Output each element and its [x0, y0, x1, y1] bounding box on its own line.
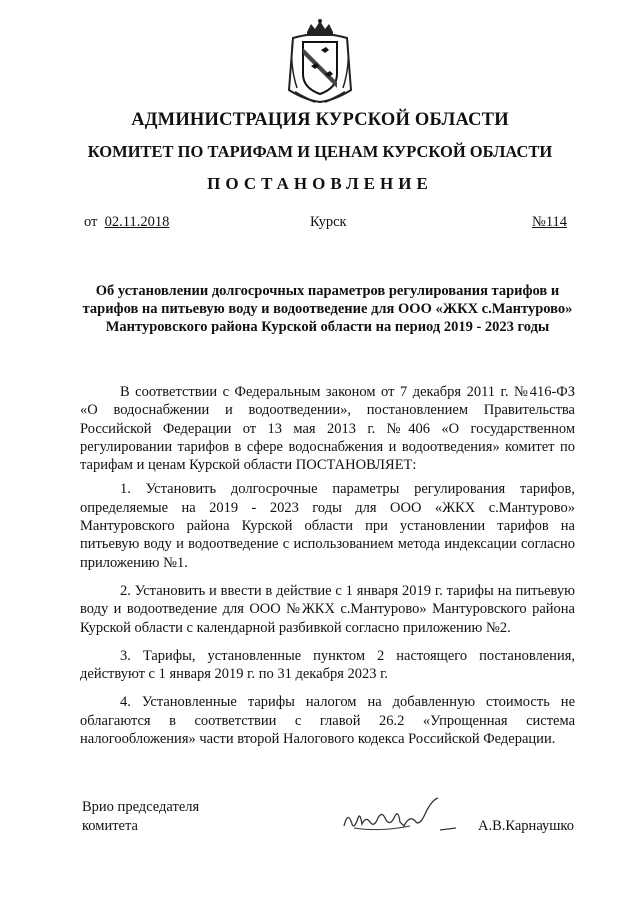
position-line-1: Врио председателя: [82, 799, 200, 815]
item-paragraph-3: 3. Тарифы, установленные пунктом 2 настоящего постановления, действуют с 1 января 2019 г. по 31 декабря 2023 г.: [80, 647, 575, 683]
handwritten-signature: [340, 796, 470, 836]
item-paragraph-1: 1. Установить долгосрочные параметры регулирования тарифов, определяемые на 2019 - 2023 годы для ООО «ЖКХ с.Мантурово» Мантуровского района Курской области при установлении тарифов на питьевую воду и водоотведение с использованием метода индексации согласно приложению №1.: [80, 481, 575, 571]
document-title: Об установлении долгосрочных параметров регулирования тарифов и тарифов на питьевую воду и водоотведение для ООО «ЖКХ с.Мантурово» Мантуровского района Курской области на период 2019 - 2023 годы: [82, 283, 573, 336]
preamble-paragraph: В соответствии с Федеральным законом от 7 декабря 2011 г. №416-ФЗ «О водоснабжении и водоотведении», постановлением Правительства Российской Федерации от 13 мая 2013 г. №406 «О государственном регулировании тарифов в сфере водоснабжения и водоотведения» комитет по тарифам и ценам Курской области ПОСТАНОВЛЯЕТ:: [80, 384, 575, 474]
item-paragraph-4: 4. Установленные тарифы налогом на добавленную стоимость не облагаются в соответствии с главой 26.2 «Упрощенная система налогообложения» части второй Налогового кодекса Российской Федерации.: [80, 694, 575, 748]
position-line-2: комитета: [82, 818, 138, 834]
signatory-name: А.В.Карнаушко: [478, 818, 574, 834]
signatory-position: [82, 798, 199, 836]
item-paragraph-2: 2. Установить и ввести в действие с 1 января 2019 г. тарифы на питьевую воду и водоотведение для ООО №ЖКХ с.Мантурово» Мантуровского района Курской области с календарной разбивкой согласно приложению №2.: [80, 582, 575, 636]
document-body: [80, 383, 575, 758]
document-date: [84, 214, 169, 231]
date-value: 02.11.2018: [104, 214, 170, 230]
document-number: №114: [532, 214, 568, 230]
document-type-heading: ПОСТАНОВЛЕНИЕ: [207, 174, 433, 193]
coat-of-arms-icon: [285, 18, 355, 106]
committee-heading: КОМИТЕТ ПО ТАРИФАМ И ЦЕНАМ КУРСКОЙ ОБЛАСТИ: [87, 142, 553, 161]
administration-heading: АДМИНИСТРАЦИЯ КУРСКОЙ ОБЛАСТИ: [131, 110, 509, 130]
document-city: Курск: [310, 214, 347, 230]
date-prefix: от: [84, 214, 98, 230]
